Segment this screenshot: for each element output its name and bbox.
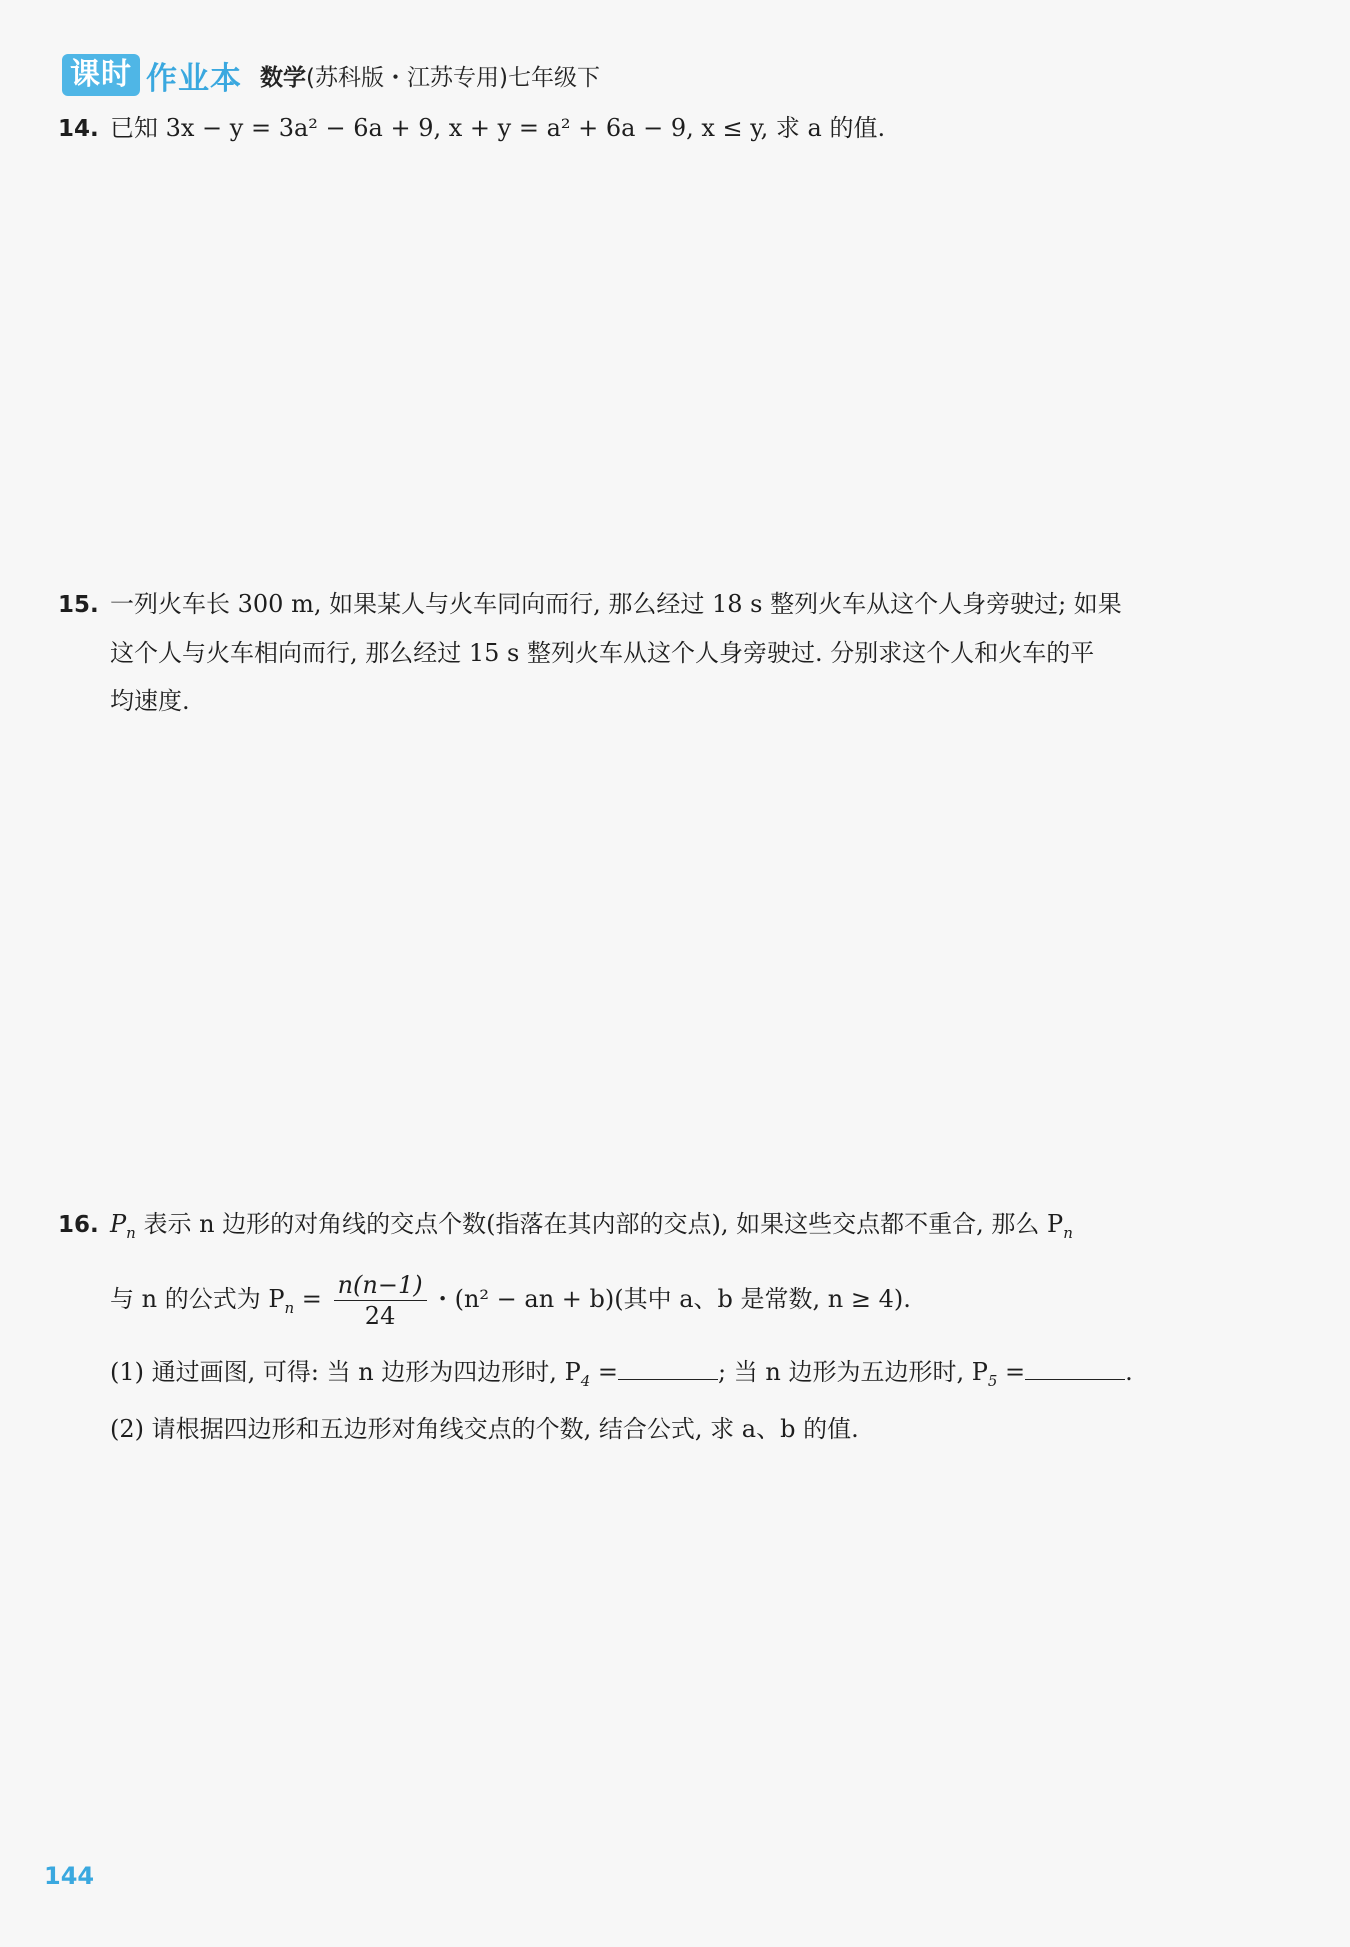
logo-text: 作业本 (146, 60, 242, 97)
math-subscript: 5 (987, 1372, 998, 1390)
question-number: 14. (58, 116, 99, 142)
question-14 (58, 104, 1258, 153)
subject-title (260, 59, 600, 92)
math-symbol: P (110, 1210, 127, 1238)
question-text: 已知 3x − y = 3a² − 6a + 9, x + y = a² + 6a − 9, x ≤ y, 求 a 的值. (110, 114, 886, 142)
math-subscript: n (1063, 1224, 1073, 1242)
question-line: 均速度. (110, 687, 190, 715)
subject-edition: (苏科版・江苏专用)七年级下 (306, 64, 600, 91)
subject-name: 数学 (260, 64, 306, 91)
question-line: 一列火车长 300 m, 如果某人与火车同向而行, 那么经过 18 s 整列火车从这个人身旁驶过; 如果 (110, 590, 1122, 618)
page-header (62, 52, 600, 98)
logo-badge: 课时 (62, 54, 140, 96)
question-line: 这个人与火车相向而行, 那么经过 15 s 整列火车从这个人身旁驶过. 分别求这个人和火车的平 (110, 639, 1095, 667)
part-1-text: (1) 通过画图, 可得: 当 n 边形为四边形时, P (110, 1358, 581, 1386)
question-16 (58, 1200, 1258, 1453)
equals-sign: = (294, 1285, 322, 1313)
question-line: 表示 n 边形的对角线的交点个数(指落在其内部的交点), 如果这些交点都不重合, 那么 P (135, 1210, 1064, 1238)
question-number: 15. (58, 592, 99, 618)
equals-sign: = (997, 1358, 1026, 1386)
formula-tail: ・(n² − an + b)(其中 a、b 是常数, n ≥ 4). (430, 1285, 911, 1313)
part-2: (2) 请根据四边形和五边形对角线交点的个数, 结合公式, 求 a、b 的值. (110, 1415, 859, 1443)
formula-intro: 与 n 的公式为 P (110, 1285, 285, 1313)
equals-sign: = (590, 1358, 619, 1386)
fraction-numerator: n(n−1) (334, 1270, 427, 1301)
math-subscript: n (126, 1224, 136, 1242)
part-1-text: ; 当 n 边形为五边形时, P (718, 1358, 988, 1386)
part-1 (58, 1348, 1258, 1405)
page-number: 144 (44, 1862, 95, 1890)
question-15 (58, 580, 1258, 725)
answer-blank-p5[interactable] (1025, 1351, 1125, 1380)
math-subscript: 4 (580, 1372, 591, 1390)
sentence-end: . (1125, 1358, 1133, 1386)
fraction (334, 1270, 427, 1331)
fraction-denominator: 24 (364, 1302, 396, 1330)
answer-blank-p4[interactable] (618, 1351, 718, 1380)
question-number: 16. (58, 1212, 99, 1238)
formula-line (58, 1269, 1258, 1338)
math-subscript: n (284, 1299, 295, 1317)
